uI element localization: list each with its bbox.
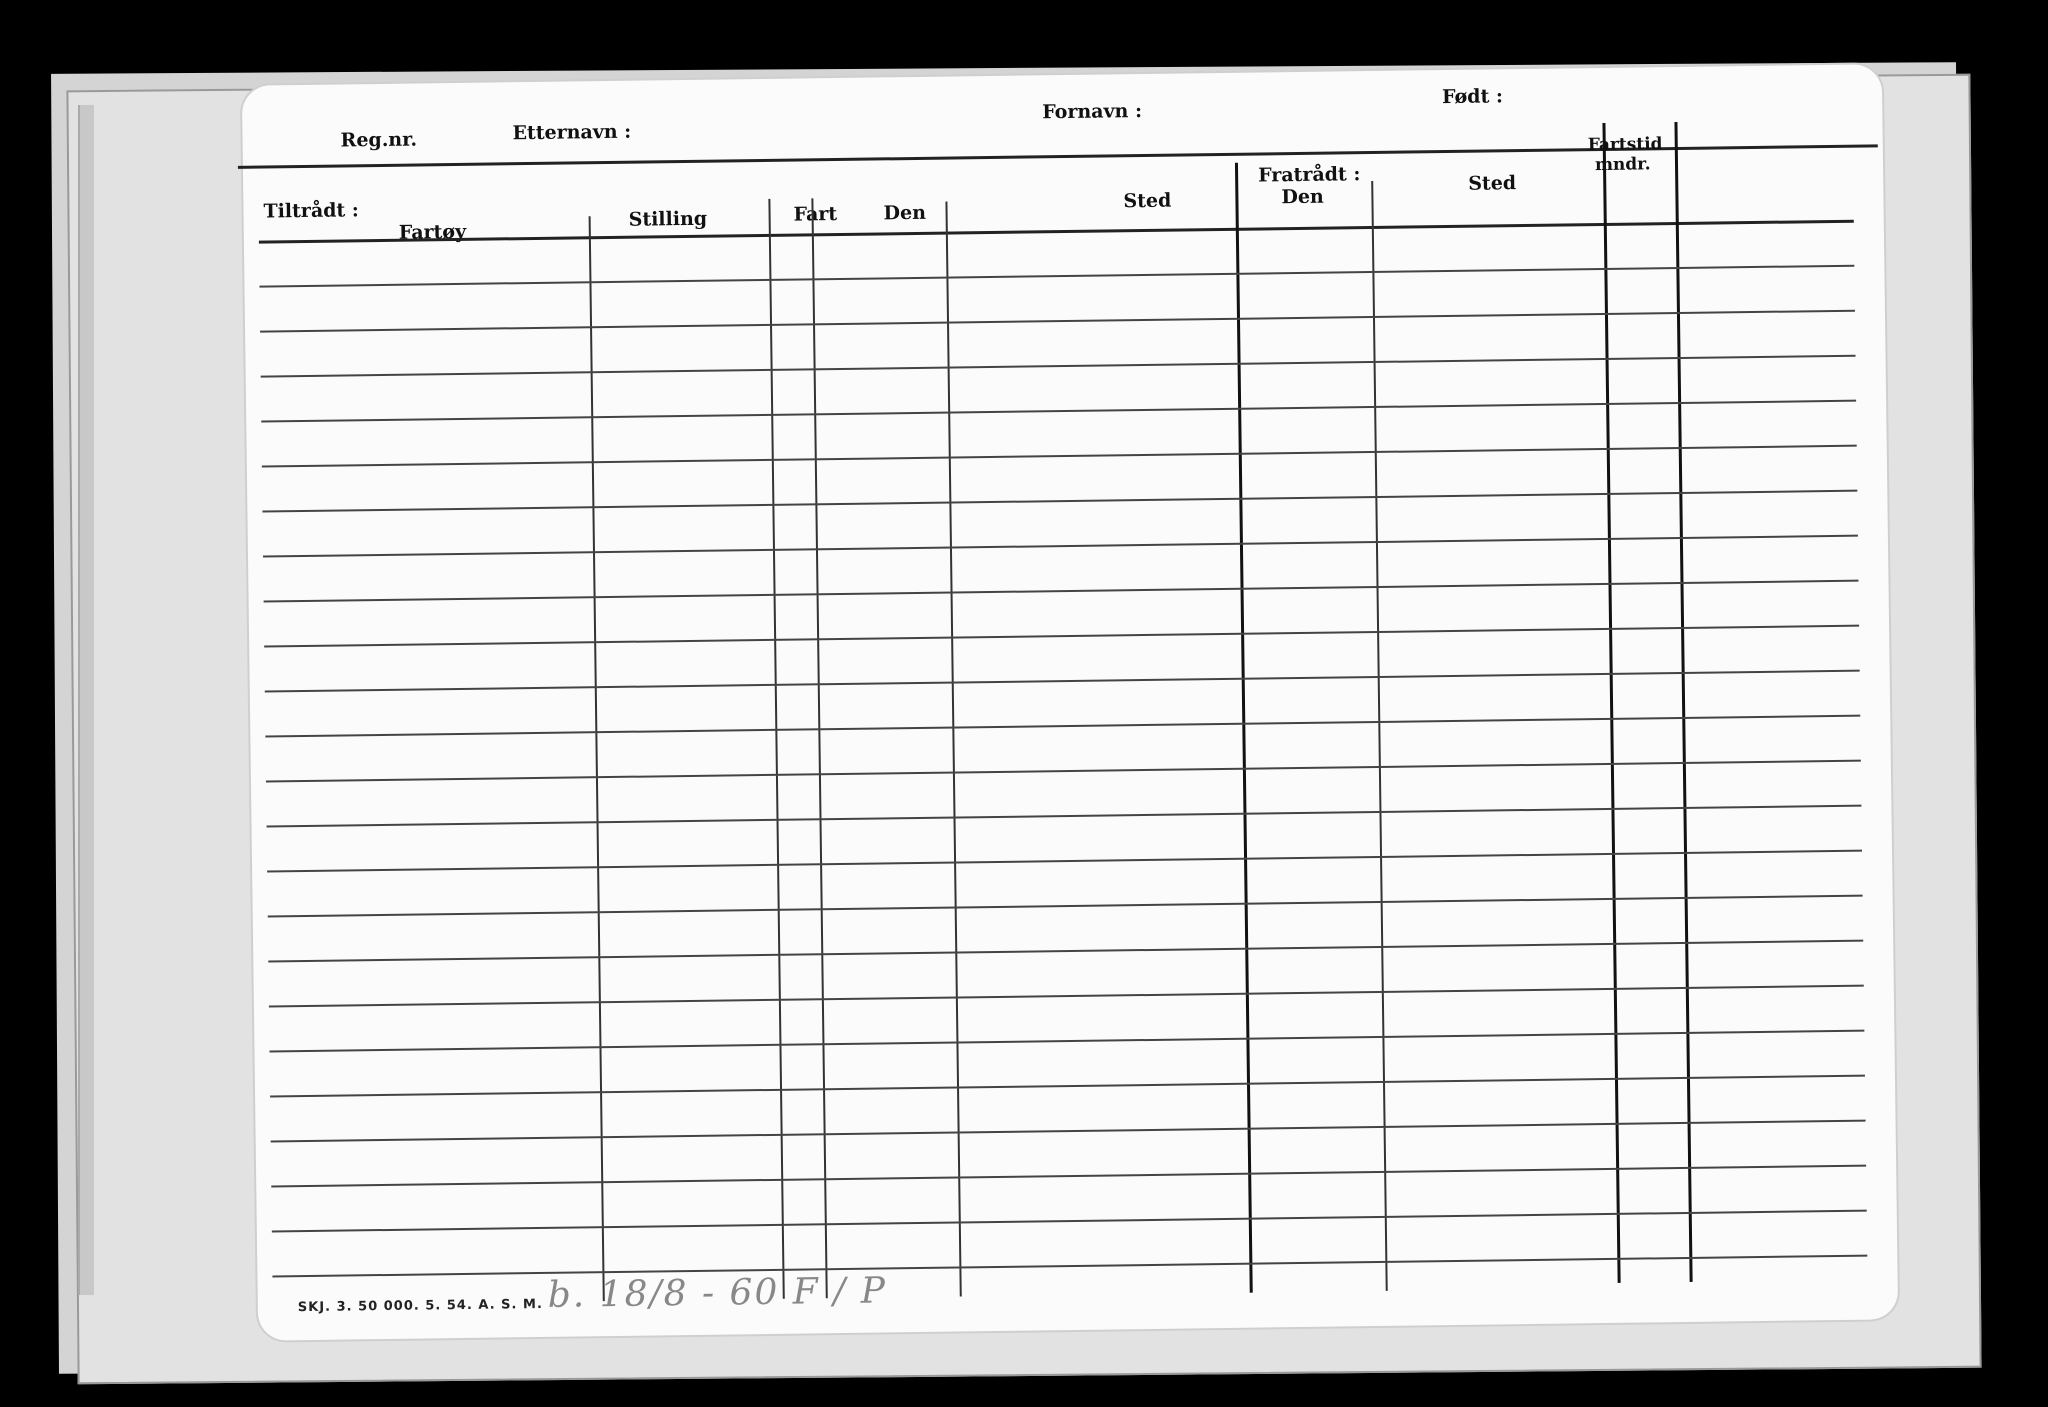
fartstid-header: Fartstid bbox=[1587, 134, 1663, 156]
fratradt-label: Fratrådt : bbox=[1257, 163, 1361, 187]
table-row bbox=[272, 1210, 1867, 1233]
column-line-fratradt-den bbox=[1371, 181, 1388, 1291]
table-row bbox=[261, 400, 1856, 423]
table-row bbox=[269, 1030, 1864, 1053]
table-row bbox=[269, 985, 1864, 1008]
table-row bbox=[261, 355, 1856, 378]
print-code: SKJ. 3. 50 000. 5. 54. A. S. M. bbox=[297, 1296, 543, 1316]
table-row bbox=[262, 490, 1857, 513]
table-row bbox=[265, 670, 1860, 693]
etternavn-label: Etternavn : bbox=[512, 120, 632, 145]
table-row bbox=[262, 445, 1857, 468]
stilling-header: Stilling bbox=[628, 207, 708, 231]
table-row bbox=[271, 1120, 1866, 1143]
column-header-divider bbox=[259, 220, 1854, 244]
table-row bbox=[266, 760, 1861, 783]
card-stack-edge bbox=[78, 105, 94, 1295]
fratradt-den-header: Den bbox=[1281, 185, 1324, 209]
fart-header: Fart bbox=[793, 203, 838, 226]
mndr-header: mndr. bbox=[1594, 154, 1651, 176]
fodt-label: Født : bbox=[1441, 85, 1504, 109]
table-row bbox=[270, 1075, 1865, 1098]
column-line-fratradt-sted bbox=[1602, 123, 1620, 1283]
column-line-tiltradt-sted bbox=[1235, 163, 1253, 1293]
column-line-fartstid bbox=[1674, 122, 1692, 1282]
table-row bbox=[264, 580, 1859, 603]
table-row bbox=[263, 535, 1858, 558]
tiltradt-label: Tiltrådt : bbox=[263, 199, 360, 223]
registration-card bbox=[242, 64, 1898, 1340]
table-row bbox=[268, 940, 1863, 963]
fartoy-header: Fartøy bbox=[398, 220, 467, 244]
column-line-fartoy bbox=[589, 216, 605, 1301]
table-row bbox=[265, 715, 1860, 738]
sted-header: Sted bbox=[1123, 189, 1172, 213]
handwritten-annotation: b. 18/8 - 60 F / P bbox=[547, 1270, 888, 1316]
table-row bbox=[267, 805, 1862, 828]
table-row bbox=[260, 310, 1855, 333]
table-row bbox=[267, 850, 1862, 873]
table-row bbox=[271, 1165, 1866, 1188]
table-row bbox=[268, 895, 1863, 918]
den-header: Den bbox=[883, 201, 927, 225]
table-row bbox=[264, 625, 1859, 648]
table-row bbox=[272, 1255, 1867, 1278]
reg-nr-label: Reg.nr. bbox=[340, 128, 418, 152]
fratradt-sted-header: Sted bbox=[1468, 172, 1517, 195]
table-row bbox=[259, 265, 1854, 288]
fornavn-label: Fornavn : bbox=[1042, 100, 1143, 124]
